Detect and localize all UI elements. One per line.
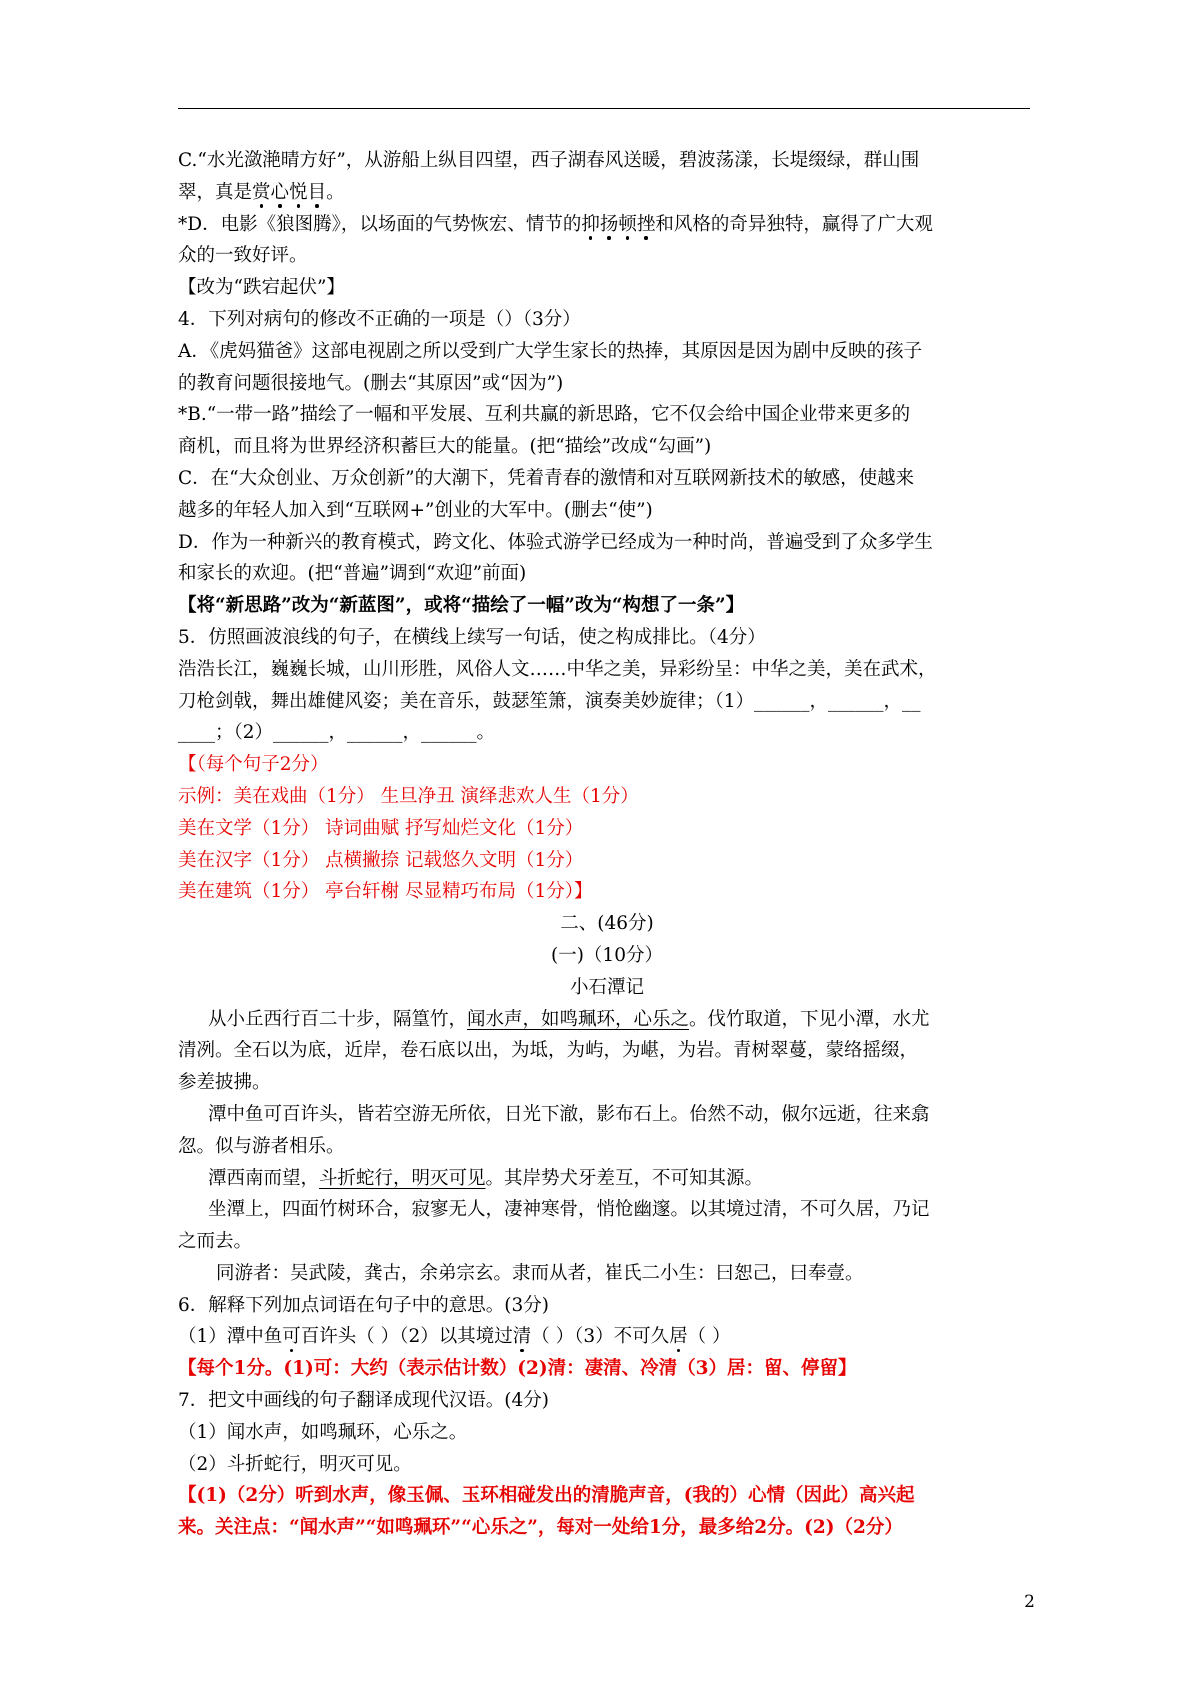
dotted-word: 清 — [512, 1326, 532, 1348]
passage-p1-line2: 清冽。全石以为底，近岸，卷石底以出，为坻，为屿，为嵁，为岩。青树翠蔓，蒙络摇缀， — [178, 1040, 919, 1062]
q5-answer-line4: 美在汉字（1分） 点横撇捺 记载悠久文明（1分） — [178, 849, 584, 871]
header-rule — [178, 108, 1030, 109]
passage-p4-line2: 之而去。 — [178, 1231, 253, 1253]
q6-items: （1）潭中鱼可百许头（ ）（2）以其境过清（ ）（3）不可久居（ ） — [178, 1326, 731, 1348]
q4-option-d-line2: 和家长的欢迎。(把“普遍”调到“欢迎”前面) — [178, 563, 527, 585]
passage-title: 小石潭记 — [569, 976, 644, 998]
section-title: 二、(46分) — [560, 913, 654, 935]
section-subtitle: (一)（10分） — [551, 944, 663, 966]
q6-answer: 【每个1分。(1)可：大约（表示估计数）(2)清：凄清、冷清（3）居：留、停留】 — [178, 1358, 857, 1380]
q3-option-d-line1: *D．电影《狼图腾》，以场面的气势恢宏、情节的抑扬顿挫和风格的奇异独特，赢得了广大观 — [178, 213, 933, 235]
dotted-char: 挫 — [636, 213, 656, 235]
underlined-sentence-1: 闻水声，如鸣珮环，心乐之 — [467, 1008, 690, 1030]
passage-p2-line1: 潭中鱼可百许头，皆若空游无所依，日光下澈，影布石上。佁然不动，俶尔远逝，往来翕 — [208, 1103, 930, 1125]
dotted-char: 扬 — [599, 213, 619, 235]
passage-p1-line1: 从小丘西行百二十步，隔篁竹，闻水声，如鸣珮环，心乐之。伐竹取道，下见小潭，水尤 — [208, 1008, 930, 1030]
q3-option-c-line2: 翠，真是赏心悦目。 — [178, 181, 345, 203]
q5-text-line3: ____；（2）______，______，______。 — [178, 722, 496, 744]
q7-item2: （2）斗折蛇行，明灭可见。 — [178, 1453, 412, 1475]
q5-answer-line1: 【（每个句子2分） — [178, 754, 329, 776]
q4-option-b-line2: 商机，而且将为世界经济积蓄巨大的能量。(把“描绘”改成“勾画”) — [178, 436, 712, 458]
q5-answer-line5: 美在建筑（1分） 亭台轩榭 尽显精巧布局（1分）】 — [178, 881, 593, 903]
q4-answer: 【将“新思路”改为“新蓝图”，或将“描绘了一幅”改为“构想了一条”】 — [178, 595, 745, 617]
dotted-char: 悦 — [289, 181, 308, 203]
passage-p2-line2: 忽。似与游者相乐。 — [178, 1135, 345, 1157]
page-content — [178, 145, 1036, 1544]
page-number: 2 — [1024, 1592, 1035, 1612]
dotted-char: 顿 — [618, 213, 637, 235]
q7-answer-line2: 来。关注点：“闻水声”“如鸣珮环”“心乐之”，每对一处给1分，最多给2分。(2)（2分） — [178, 1517, 903, 1539]
passage-p5: 同游者：吴武陵，龚古，余弟宗玄。隶而从者，崔氏二小生：曰恕己，曰奉壹。 — [216, 1262, 864, 1284]
dotted-phrase — [252, 182, 326, 203]
q6-stem: 6．解释下列加点词语在句子中的意思。(3分) — [178, 1294, 549, 1316]
q4-option-b-line1: *B.“一带一路”描绘了一幅和平发展、互利共赢的新思路，它不仅会给中国企业带来更多的 — [178, 404, 911, 426]
q5-text-line2: 刀枪剑戟，舞出雄健风姿；美在音乐，鼓瑟笙箫，演奏美妙旋律；（1）______，______，__ — [178, 690, 921, 712]
q7-item1: （1）闻水声，如鸣珮环，心乐之。 — [178, 1421, 468, 1443]
q4-option-a-line1: A．《虎妈猫爸》这部电视剧之所以受到广大学生家长的热捧，其原因是因为剧中反映的孩子 — [178, 340, 923, 362]
dotted-word: 居 — [669, 1326, 688, 1348]
q7-answer-line1: 【(1)（2分）听到水声，像玉佩、玉环相碰发出的清脆声音，(我的）心情（因此）高兴起 — [178, 1485, 915, 1507]
dotted-char: 赏 — [252, 181, 271, 203]
underlined-sentence-2: 斗折蛇行，明灭可见 — [319, 1167, 486, 1189]
q4-option-a-line2: 的教育问题很接地气。(删去“其原因”或“因为”) — [178, 372, 564, 394]
passage-p3: 潭西南而望，斗折蛇行，明灭可见。其岸势犬牙差互，不可知其源。 — [208, 1167, 764, 1189]
dotted-char: 目 — [307, 181, 327, 203]
dotted-phrase — [581, 214, 655, 235]
q7-stem: 7．把文中画线的句子翻译成现代汉语。(4分) — [178, 1390, 549, 1412]
passage-p1-line3: 参差披拂。 — [178, 1072, 271, 1094]
passage-p4-line1: 坐潭上，四面竹树环合，寂寥无人，凄神寒骨，悄怆幽邃。以其境过清，不可久居，乃记 — [208, 1199, 930, 1221]
q5-answer-line2: 示例：美在戏曲（1分） 生旦净丑 演绎悲欢人生（1分） — [178, 785, 639, 807]
q4-option-d-line1: D．作为一种新兴的教育模式，跨文化、体验式游学已经成为一种时尚，普遍受到了众多学生 — [178, 531, 933, 553]
dotted-char: 抑 — [581, 213, 600, 235]
dotted-word: 可 — [282, 1326, 301, 1348]
q5-answer-line3: 美在文学（1分） 诗词曲赋 抒写灿烂文化（1分） — [178, 817, 584, 839]
q4-option-c-line2: 越多的年轻人加入到“互联网+”创业的大军中。(删去“使”) — [178, 499, 653, 521]
q4-stem: 4．下列对病句的修改不正确的一项是（）（3分） — [178, 308, 581, 330]
q3-option-d-line2: 众的一致好评。 — [178, 245, 308, 267]
q5-text-line1: 浩浩长江，巍巍长城，山川形胜，风俗人文……中华之美，异彩纷呈：中华之美，美在武术， — [178, 658, 937, 680]
q3-answer: 【改为“跌宕起伏”】 — [178, 277, 345, 299]
q4-option-c-line1: C．在“大众创业、万众创新”的大潮下，凭着青春的激情和对互联网新技术的敏感，使越来 — [178, 467, 915, 489]
dotted-char: 心 — [270, 181, 290, 203]
q5-stem: 5．仿照画波浪线的句子，在横线上续写一句话，使之构成排比。（4分） — [178, 626, 766, 648]
q3-option-c-line1: C.“水光潋滟晴方好”，从游船上纵目四望，西子湖春风送暖，碧波荡漾，长堤缀绿，群山围 — [178, 150, 920, 171]
